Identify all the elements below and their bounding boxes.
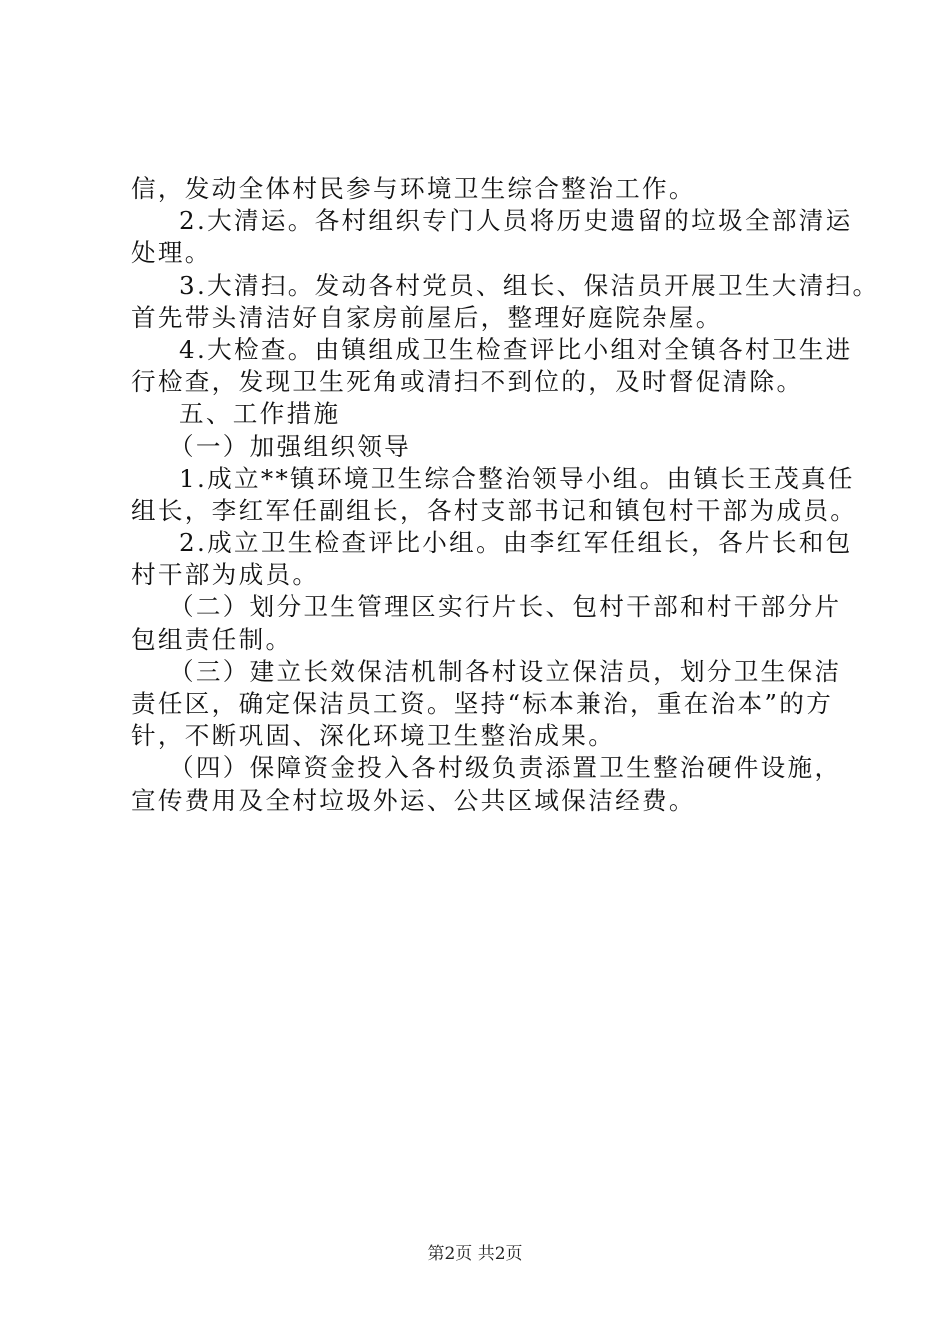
document-body xyxy=(131,173,880,817)
text-line: 2.成立卫生检查评比小组。由李红军任组长，各片长和包 xyxy=(179,528,853,558)
page-footer: 第2页 共2页 xyxy=(427,1244,523,1264)
text-line: 村干部为成员。 xyxy=(131,560,320,590)
text-line: 信，发动全体村民参与环境卫生综合整治工作。 xyxy=(131,174,696,203)
text-line: 2.大清运。各村组织专门人员将历史遗留的垃圾全部清运 xyxy=(179,206,853,236)
text-line: （四）保障资金投入各村级负责添置卫生整治硬件设施， xyxy=(169,753,842,783)
section-heading: 五、工作措施 xyxy=(179,399,341,429)
text-line: 首先带头清洁好自家房前屋后，整理好庭院杂屋。 xyxy=(131,302,723,332)
text-line: （二）划分卫生管理区实行片长、包村干部和村干部分片 xyxy=(169,592,842,622)
text-line: 责任区，确定保洁员工资。坚持“标本兼治，重在治本”的方 xyxy=(131,689,834,718)
text-line: 4.大检查。由镇组成卫生检查评比小组对全镇各村卫生进 xyxy=(179,334,853,364)
text-line: 行检查，发现卫生死角或清扫不到位的，及时督促清除。 xyxy=(131,367,804,397)
text-line: 3.大清扫。发动各村党员、组长、保洁员开展卫生大清扫。 xyxy=(179,270,880,300)
text-line: 宣传费用及全村垃圾外运、公共区域保洁经费。 xyxy=(131,785,696,815)
text-line: 1.成立**镇环境卫生综合整治领导小组。由镇长王茂真任 xyxy=(179,463,855,493)
subsection-heading: （一）加强组织领导 xyxy=(169,431,412,461)
text-line: 组长，李红军任副组长，各村支部书记和镇包村干部为成员。 xyxy=(131,495,858,525)
text-line: （三）建立长效保洁机制各村设立保洁员，划分卫生保洁 xyxy=(169,656,842,686)
text-line: 包组责任制。 xyxy=(131,624,293,654)
text-line: 针，不断巩固、深化环境卫生整治成果。 xyxy=(131,721,616,751)
text-line: 处理。 xyxy=(131,238,212,268)
